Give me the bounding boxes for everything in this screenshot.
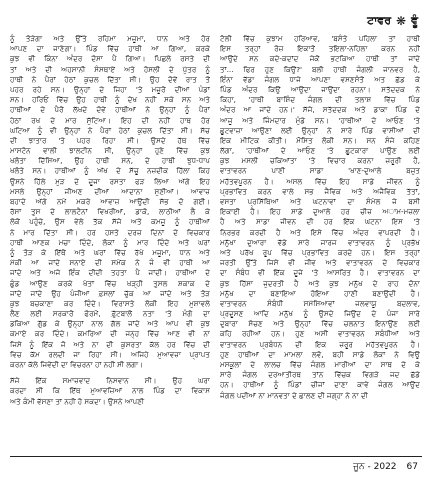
text-line: ਨੂੰ ਤੋੜੇਗਾ ਅਤੇ ਉੱਤੇ ਰਹਿਮਾ ਮਜ਼ੂਮਾ, ਧਾਨ ਅਤੇ ਹੋਰ (10, 34, 210, 43)
text-line: ਅਤੇ ਕੰਮੀ ਵੱਸਣਾ ਤਾਂ ਨਹੀਂ ਹੋ ਸਕਦਾ। ਉਸਨੇ ਆਪਣੀ (10, 396, 145, 406)
text-line: ਦੀ ਝਾਤਾਰ 'ਤੇ ਪਹਰ ਰਿਹਾ ਸੀ। ਉਸਦੇ ਹੱਥ ਵਿੱਚ (10, 135, 210, 145)
text-line: ਕਮਾਏ ਕਰ ਦਿੰਦੇ। ਕਮਰਿਆ ਦੀ ਜਨ੍ਹ ਵਿੱਚ ਆਣ ਵੀ ਨਾ (10, 329, 210, 339)
text-line: ਕੁਝ ਹਿੱਸਾ ਜੁਦਰਤੀ ਹੈ ਅਤੇ ਕੁਝ ਮਨੁੱਖ ਦੇ ਰਾਹ ਦੋਨਾ (220, 278, 420, 288)
text-line: ਪ੍ਰਦੂਸਣ ਆਦਿ ਮਨੁੱਖ ਨੂੰ ਉਸਦੇ ਜਿਉਂਦ ਦੇ ਪੰਜਾ ਸਾਰੇ (220, 309, 420, 319)
text-line: ਹਾਥੀ ਨੇ ਪੈਰਾਂ ਹੇਠਾਂ ਕੁਚਲ ਦਿੱਤਾ ਸੀ। ਉਹ ਦੋਵੇਂ ਰਾਤ ਤੋਂ (10, 74, 210, 84)
text-line: ਜਿਸੇ ਨੂੰ ਇੱਕ ਜੋ ਅਤੇ ਨਾ ਦੀ ਕੁਸਰਤਾ ਕੱਲ ਹਰ ਵਿੱਚ ਦੀ (10, 339, 210, 349)
text-line: ਜੰਗਲ ਪਦੀਆਂ ਨਾ ਮਾਨਵਤਾ ਦੇ ਛਾਲਣ ਦੀ ਜਗ੍ਹਾ ਨੇ ਨਾ ਦੀ (220, 390, 368, 400)
text-line: ਜਾਂਦੇ ਅਤੇ ਅਜੇ ਇੰਕ ਦੀਦੀ ਤਹਤਾ ਪੈ ਜਾਂਦੀ। ਹਾਥੀਆਂ ਦੇ (10, 268, 210, 278)
text-line: ਇਕ ਮੀਟਿਕ ਕੀਤੀ। ਮੌਸਿਤ ਲੋਕੀ ਸਨ। ਸਨ ਸੰਜੇ ਕਹਿਣ (220, 135, 420, 145)
text-line: ਹਾਥੀ ਆਣਕ ਮਚਾ ਦਿੰਦੇ, ਲੋਕਾਂ ਨੂੰ ਮਾਰ ਦਿੰਦੇ ਅਤੇ ਘਰਾਂ (10, 237, 210, 247)
text-line: ਆਉਂਦੇ ਸਨ ਕਦੇ-ਕਦਾਂਦ ਜੇਕੋਂ ਭਟਕਿਆ ਹਾਥੀ ਤਾਂ ਜਾਂਦੇ (220, 54, 420, 64)
text-line: ਹੁਣ ਹਾਥੀਆਂ ਦਾ ਮਾਮਲਾ ਲਵੋ, ਬਹੀ ਸਾਡੇ ਲੋਕਾਂ ਨੇ ਵਿਊ (220, 349, 420, 359)
text-line: ਰੱਸਾਂ ਤੁਸ ਦੇ ਲਾਲਟੈਨਾਂ ਵਿਖਰੀਆਂ, ਡਾਕੋ, ਲਾਠੀਆਂ ਲੈ ਕੇ (10, 207, 210, 217)
text-line: ਪਹਰ ਰਹੇ ਸਨ। ਉਨ੍ਹਾਂ ਦੇ ਜਿਹਾ 'ਤੇ ਮਜ਼ੂਰੋਂ ਦੀਆਂ ਪੰਡਾਂ (10, 84, 210, 94)
text-line: ਨਿਰਭਰ ਕਰਦੀ ਹੈ ਅਤੇ ਇਸੇ ਵਿੱਚ ਅੰਦਰ ਵਾਪਰਦੀ ਹੈ। (220, 227, 420, 237)
text-line: ਜਰਤੀ ਉੱਤੇ ਜਿਸੇ ਵੀ ਜੀਵ ਅਤੇ ਵਾਤਾਵਰਨ ਦੇ ਵਿਚਕਾਰ (220, 258, 420, 268)
text-line: ਕਿਹਾ, 'ਹਾਥੀ ਬਾਸ਼ਿੰਦ ਜੰਗਲ ਦੀ ਤਲਾਸ਼ ਵਿੱਚ ਪਿੰਡ (220, 95, 420, 105)
right-column-lines (220, 34, 420, 401)
text-line: ਮਸਕੂਲਾਂ ਦੇ ਲਾਲਚ ਵਿੱਚ ਜੰਗਲ ਮਾਰੀਆਂ ਦਾ ਸਾਥ ਦੇ ਕੇ (220, 360, 420, 369)
text-line: ਡਕਿਆ ਗੁੱਡ ਕੇ ਉਨ੍ਹਾਂ ਨਾਲ ਗੱਲ ਜਾਂਦੇ ਅਤੇ ਆਪ ਵੀ ਕੁਝ (10, 319, 210, 329)
issue-date: ਜੂਨ - 2022 (353, 462, 397, 472)
text-line: ਨੇ ਮਾਰ ਦਿੱਤਾ ਸੀ। ਹਰ ਹਸਤੇ ਦਰਜ਼ ਦਿਨਾਂ ਦੇ ਵਿਚਕਾਰ (10, 227, 210, 237)
right-column (220, 34, 420, 446)
text-line: ਦਾ ਸੰਬੰਧ ਵੀ ਇੱਕ ਦੂਜੇ 'ਤੇ ਆਸਰਿਤ ਹੈ। ਵਾਤਾਵਰਨ ਦਾ (220, 268, 420, 278)
text-line: ਕਹਿ ਰਹੀਆਂ ਹਨ। ਹੁਣ ਅਸੀਂ ਵਾਤਾਵਰਨ ਸਬੰਧੀਆਂ ਅਤੇ (220, 329, 420, 339)
text-line: ਮਾਸਟੋਨ ਵਾਲੀ ਝਾਲਟੀਨ ਸੀ, ਉਨ੍ਹਾਂ ਹੁਣੇ ਵਿੱਚ ਕੁਝ (10, 146, 210, 156)
text-line: ਅਤੇ ਪਰੱਖ ਰੂਪ ਵਿੱਚ ਪ੍ਰਭਾਵਿਤ ਕਰਦੇ ਹਨ। ਇਸ ਤਰ੍ਹਾਂ (220, 247, 420, 257)
text-line: ਉਸਨੇ ਹਿੱਲੇ ਮੁੜ ਦੇ ਦੂਜਾ ਰਸਤਾ ਫੜ ਲਿਆ ਅੱਗੇ ਇਹ (10, 176, 210, 186)
text-line: ਮੱਕੀ ਆ ਜਾਂਦੇ ਸਨਾਏ ਦੀ ਸਮੇਂਕ ਨੇ ਜੰ ਵੀ ਹਾਥੀ ਆ (10, 258, 210, 268)
header-title-right: ਵੂੰ (411, 14, 418, 27)
text-line: ਵਾਤਾਵਰਨ ਸੰਬੰਧੀ ਸਮੱਸਿਆਵਾਂ ਜਲਵਾਯੂ ਬਦਲਾਵ, (220, 298, 420, 308)
text-line: ਹਨ। ਹਾਥੀਆਂ ਨੂੰ ਪਿੰਡਾਂ ਚੀਜਾਂ ਦਾਣਾ ਕਾਵੇ ਜੰਗਲ ਆਉਂਦ (220, 380, 420, 390)
text-line: ਮਹੱਤਵਪੂਰਨ ਹੈ। ਅਸਲ ਵਿੱਚ ਇਹ ਸਾਡੇ ਜੀਵਨ ਨੂੰ (220, 176, 420, 186)
text-line: ਵਸਤਾ ਪ੍ਰਸਿੱਥਿਆਂ ਅਤੇ ਘਟਨਾਵਾਂ ਦਾ ਸੰਮੇਲ ਜੇ ਬਸੀ (220, 197, 420, 206)
text-line: ਟੋਲੀ ਵਿੱਚ ਕੁਝਾਮ ਹਰਿਆਵ, 'ਬਸੰਤੇ ਪਹਿਲਾ ਤਾਂ ਹਾਥੀ (220, 34, 420, 43)
text-line: ਸਾਰੇ ਜੰਗਲ ਦਰਆਤੀਰਥ ਤਾਂਨ ਵਿੱਚਕ ਵਿਗੜੇ ਜਦ ਛੱਡੇ (220, 370, 420, 380)
text-line: ਆਜੂ ਅਤੇ ਜਿੰਮਦਾਰ ਮੁੰਡੇ ਸਨ। 'ਹਾਥੀਆਂ ਦੇ ਆਓਣ 'ਤੇ (220, 115, 420, 125)
left-column (10, 34, 210, 446)
text-line: ਮਨੁੱਖਾ ਦੁਆਰਾ ਵੱਡੇ ਸਾਰੇ ਜਾਰਜ ਵਾਤਾਵਰਨ ਨੂੰ ਪ੍ਰਭੱਖ (220, 237, 420, 247)
text-line: ਵਿਚ ਕੱਮ ਰਲਦੀ ਜਾ ਰਿਹਾ ਸੀ। ਅਜਿਹੇ ਮੁਆਵਜ਼ਾ ਪ੍ਰਾਪਤ (10, 349, 210, 359)
text-line: ਇੰਨਾ ਵੱਡਾ ਜੰਗਲ ਧਾਜੇ ਆਪਣਾ ਵਸਣਸੰਤੋਂ ਅਤ ਛੱਡ ਕੇ (220, 74, 420, 84)
text-line: ਹੈ ਅਤੇ ਸਾਡਾ ਜੀਵਨ ਦੀ ਹਰ ਇੱਕ ਘਟਨਾ ਇਸ 'ਤੇ (220, 217, 420, 227)
article-body (10, 34, 422, 446)
text-line: ਖਲੋਤੇ ਸਨ। ਹਾਥੀਆਂ ਨੂੰ ਅੱਖ ਦੇ ਸੱਚੂ ਨਜ਼ਦੀਕ ਹਿੱਲਾ ਕਿਹ (10, 166, 210, 176)
text-line: ਪ੍ਰਭਾਵਿਤ ਕਰਨ ਵਾਲੇ ਸਭ ਜੈਵਿਕ ਅਤੇ ਅਜੈਵਿਕ ਤੱਤਾਂ, (220, 186, 420, 196)
text-line: ਕਰਨਾ ਕੱਲੇ ਜਿਵੇਂਦੀ ਦਾ ਵਿਚਰਨਾ ਹਾਂ ਨਹੀਂ ਸੀ ਲਗਾ। (10, 360, 144, 369)
text-line: ਬਹਾਦੇ ਅੱਗੇ ਨਮੇਂ ਮਕਰੇ ਆਵਾਜ਼ ਆਉਂਦੀ ਸੱਭ ਦੋ ਗਈ। (10, 197, 210, 206)
text-line: ਸੱਜੇ ਇੱਕ ਸਮਾਜ਼ਵਾਦ ਨਿਸਵਾਨ ਸੀ। ਉਹ ਘਰਾ (10, 376, 210, 386)
text-line: ਵਾਤਾਵਰਨ ਪ੍ਰਬੰਧਨ ਦੀ ਇਕ ਜ਼ਰੂਰ ਮਹੱਤਵਪੂਰਨ ਹੈ। (220, 339, 420, 349)
text-line: ਅੰਦਰ ਆ ਜਾਂਦੇ ਹਨ।' ਸੱਜੇ, ਸਤੱਦਦਕ ਅਤੇ ਡਾਕਾ ਪਿੰਡ ਦੇ (220, 105, 420, 115)
text-line: ਪਿੰਡ ਅੰਦਰ ਕਿਉਂ ਆਉਂਦਾ ਜਾਉਂਦਾ ਰਹਨਾ। ਸਤੱਦਦਕ ਨੇ (220, 84, 420, 94)
text-line: ਕਰਦਾ ਸੀ ਕਿ ਇੱਥ ਮੁਆਵਜ਼ਿਆਂ ਨਾਲ ਪਿੰਡ ਦਾ ਵਿਕਾਸ (10, 386, 210, 396)
text-line: ਛੁੰਡ ਆਉਣ ਕਰਕੇ ਖੇਤਾਂ ਵਿੱਚ ਖੜ੍ਹੀ ਤੁਸਲ ਸ਼ਕਾਕ ਦੇ (10, 278, 210, 288)
left-column-lines (10, 34, 210, 407)
footer-divider (10, 456, 422, 457)
text-line: ਕੁਝ ਬਚਕਾਣਾ ਕਰ ਦਿੰਦੇ। ਵਿਰਾਸਤੇ ਲੋਕੀ ਇਹ ਮੁਸ਼ਾਵਲੇ (10, 298, 210, 308)
page-footer (353, 462, 418, 472)
text-line: ਲੈਣ ਲਈ ਸਰਕਾਰੋਂ ਫੋਰਮੋਂ, ਫ਼ੁੱਟਬਾਲੋਂ ਨਤਾ 'ਤੇ ਮੰਗੋ ਦਾ (10, 309, 210, 319)
page-header (367, 14, 418, 28)
text-line: ਘਟਿਆ ਨੂੰ ਵੀ ਉਨ੍ਹਾਂ ਨੇ ਪੈਰਾਂ ਹੇਠਾਂ ਕੁਚਲ ਦਿੱਤਾ ਸੀ। ਸੱਚ (10, 125, 210, 135)
header-ornament-icon: ❋ (396, 14, 407, 28)
text-line: ਇਕਾਈ ਹੈ। ਇਹ ਸਾਡੇ ਦੁਆਲੇ ਹਰ ਚੀਜ਼ ਅਾਮ-ਮਜ਼ਲਾ (220, 207, 420, 217)
text-line: ਆਪਣ ਦਾ ਜਾਣੇਗਾ। ਪਿੰਡ ਵਿੱਚ ਹਾਥੀ ਆ ਗਿਆ, ਕਰਕੇ (10, 44, 210, 54)
text-line: ਛੂਟਵਾਜ਼ਾ ਆਉਣਾ ਲਈ ਉਨ੍ਹਾਂ ਨੇ ਸਾਰੇ ਪਿੰਡ ਵਾਸੀਆਂ ਦੀ (220, 125, 420, 135)
header-title: ਟਾਵਰ (367, 14, 392, 27)
text-line: ਤਾਂ ਅਤੇ ਦੀ ਅਹਸਾਨੀ ਸੰਸਥਾਏਂ ਅਤੇ ਹੋਸਲੀ ਦੇ ਪੁੱਤਰ ਨੂੰ (10, 64, 210, 74)
text-line: ਲੱਗਾ, 'ਹਾਥੀਆਂ ਦੇ ਆਓਣ 'ਤੇ ਛੂਟਕਾਰਾ ਪਾਉਣ ਲਈ (220, 146, 420, 156)
text-line: ਸਨ। ਹਰਿਓਂ ਵਿੱਚ ਉਹ ਹਾਥੀ ਨੂੰ ਦੇਖ ਨਹੀਂ ਸਕੇ ਸਨ ਅਤੇ (10, 95, 210, 105)
text-line: ਹਾਥੀਆਂ ਦੇ ਪੈਰੋਂ ਲੱਖਦੇ ਦੋਵੇਂ ਹਾਥੀਆਂ ਨੇ ਉਨ੍ਹਾਂ ਨੂੰ ਪੈਰਾਂ (10, 105, 210, 115)
text-line: ਤਾਂ... ਫਿਰ ਹੁਣ ਕਿਉਂ?' ਬਲੀ ਹਾਥੀ ਜੰਗਲੀ ਜਾਨਵਰ ਹੈ, (220, 64, 420, 74)
text-line: ਜਾਂਦੇ ਜਾਂਦੇ ਉਹ ਪੰਜੀਆਂ ਫ਼ਸਲਾਂ ਚੁੱਕ ਆ ਜਾਂਦੇ ਅਤੇ ਤੋੜ (10, 288, 210, 298)
text-line: ਦੁਬਾਰਾ ਸੋਚਣ ਅਤੇ ਉਨ੍ਹਾਂ ਵਿੱਚ ਚਲਨਾਤ ਇਨਾਉਂਣ ਲਈ (220, 319, 420, 329)
text-line: ਇਸ ਤਰ੍ਹਾਂ ਰੋਜ਼ ਇਕਾਤੋਂ ਤਇਲਾ-ਨਹਿਲਾ ਕਰਨ ਨਹੀਂ (220, 44, 420, 54)
text-line: ਕੁਝ ਮਸਲੀ ਚਕਿਆਂਤਾ 'ਤੇ ਵਿਚਾਰ ਕਰਨਾ ਜ਼ਰੂਰੀ ਹੈ, (220, 156, 420, 166)
text-line: ਮਸਲੇ ਉਨ੍ਹਾਂ ਜੀਅਣ ਦੀਆਂ ਆਦਾਨਾ ਸੁਣੀਆਂ। ਆਵਾਜ਼ (10, 186, 210, 196)
text-line: ਵਾਤਾਵਰਨ ਪਾਣੀ ਸਾਡਾ 'ਖਾਣ-ਦੁਆਲੇ ਬਜ਼ੁਤ (220, 166, 420, 176)
text-line: ਖਲੋਤਾ ਦਿੱਸਿਆ, ਉਹ ਹਾਥੀ ਸਨ, ਦੇ ਹਾਥੀ ਝੁਧ-ਧਾਪ (10, 156, 210, 166)
text-line: ਮਨੁੱਖ ਦਾ ਬਣਾਇਆ ਹੋਇਆ ਹਾਣੀ ਬਣਾਉਂਦੀ ਹੈ। (220, 288, 420, 298)
text-line: ਨੂੰ ਤੋੜ ਕੇ ਇੱਥੋਂ ਅਤੇ ਘਰਾਂ ਵਿੱਚ ਰੱਖੇ ਮਜ਼ੂਮਾ, ਧਾਨ ਅਤੇ (10, 247, 210, 257)
text-line: ਲੋਕੋਂ ਪਹੁੰਚੇ, ਉਸ ਵੇਲੇ ਤੱਕ ਸੱਜੇ ਅਤੇ ਕਮਜ਼ੂ ਨੂੰ ਹਾਥੀਆਂ (10, 217, 210, 227)
text-line: ਹੇਠਾਂ ਰਖ ਦੇ ਮਾਰ ਸੁੱਟਿਆ। ਇਹ ਦੀ ਨਹੀਂ ਹਾਥ ਹੋਰ (10, 115, 210, 125)
page-number: 67 (406, 462, 418, 472)
text-line: ਕੁਝ ਵੀ ਕਿੰਨਾ ਅੰਦਰ ਦੋਸਾ ਪੈ ਗਿਆ। ਪਿਛਲੇ ਰਸਤੇ ਦੀ (10, 54, 210, 64)
